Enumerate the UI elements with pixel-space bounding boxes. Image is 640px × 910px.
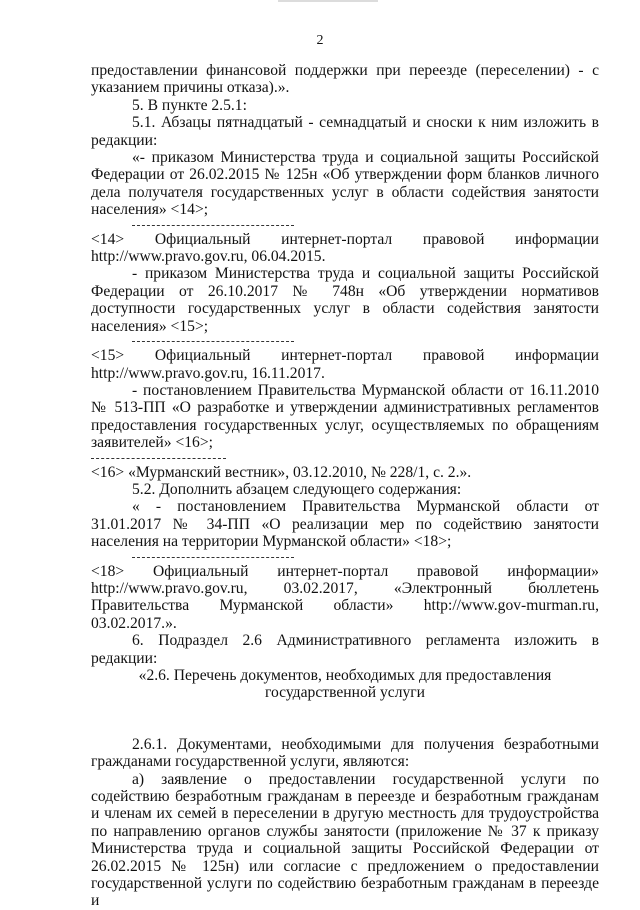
paragraph: 2.6.1. Документами, необходимыми для получения безработными гражданами государственной услуги, являются: (91, 735, 599, 771)
footnote-word: Официальный (154, 347, 251, 365)
footnote-text: http://www.pravo.gov.ru, 03.02.2017, «Электронный бюллетень Правительства Мурманской области» http://www.gov-murman.ru, 03.02.2017.». (91, 579, 599, 632)
footnote-separator (91, 219, 599, 231)
footnote-word: интернет-портал (281, 230, 393, 248)
footnote-18 (91, 563, 599, 633)
paragraph: « - постановлением Правительства Мурманской области от 31.01.2017 № 34-ПП «О реализации мер по содействию занятости населения на территории Мурманской области» <18>; (91, 498, 599, 551)
footnote-word: интернет-портал (277, 562, 389, 580)
spacer (91, 719, 599, 736)
footnote-word: <14> (91, 230, 125, 248)
footnote-word: информации (515, 347, 599, 365)
section-heading-line: «2.6. Перечень документов, необходимых для предоставления (138, 667, 552, 684)
section-heading-line: государственной услуги (264, 684, 426, 702)
footnote-word: правовой (422, 230, 485, 248)
footnote-separator (91, 551, 599, 563)
scan-edge-mark (278, 0, 378, 2)
footnote-word: правовой (422, 347, 485, 365)
footnote-word: <18> (91, 562, 125, 580)
footnote-text: http://www.pravo.gov.ru, 06.04.2015. (91, 248, 326, 266)
footnote-text: http://www.pravo.gov.ru, 16.11.2017. (91, 364, 325, 382)
paragraph: - постановлением Правительства Мурманской области от 16.11.2010 № 513-ПП «О разработке и утверждении административных регламентов предоставления государственных услуг, осуществляемых по обращениям заявителей» <16>; (91, 381, 599, 452)
paragraph: а) заявление о предоставлении государственной услуги по содействию безработным гражданам в переезде и безработным гражданам и членам их семей в переселении в другую местность для трудоустройства по направлению органов службы занятости (приложение № 37 к приказу Министерства труда и социальной защиты Российской Федерации от 26.02.2015 № 125н) или согласие с предложением о предоставлении государственной услуги по содействию безработным гражданам в переезде и (91, 770, 599, 910)
footnote-separator (91, 452, 599, 464)
paragraph: 5.2. Дополнить абзацем следующего содержания: (132, 480, 462, 498)
paragraph: - приказом Министерства труда и социальной защиты Российской Федерации от 26.10.2017 № 748н «Об утверждении нормативов доступности государственных услуг в области содействия занятости населения» <15>; (91, 265, 599, 335)
footnote-16: <16> «Мурманский вестник», 03.12.2010, № 228/1, с. 2.». (91, 463, 472, 481)
footnote-word: информации (515, 230, 599, 248)
spacer (91, 702, 599, 719)
footnote-15 (91, 347, 599, 382)
paragraph: 5.1. Абзацы пятнадцатый - семнадцатый и сноски к ним изложить в редакции: (91, 114, 599, 149)
document-body (91, 62, 599, 910)
footnote-word: интернет-портал (281, 347, 393, 365)
footnote-word: информации» (507, 562, 599, 580)
footnote-word: Официальный (152, 562, 249, 580)
paragraph: 5. В пункте 2.5.1: (132, 96, 247, 114)
paragraph: 6. Подраздел 2.6 Административного регламента изложить в редакции: (91, 632, 599, 667)
footnote-word: правовой (417, 562, 479, 580)
footnote-word: Официальный (154, 230, 251, 248)
page-number: 2 (316, 33, 324, 48)
footnote-14 (91, 231, 599, 266)
paragraph: «- приказом Министерства труда и социальной защиты Российской Федерации от 26.02.2015 № 125н «Об утверждении форм бланков личного дела получателя государственных услуг в области содействия занятости населения» <14>; (91, 149, 599, 219)
paragraph: предоставлении финансовой поддержки при переезде (переселении) - с указанием причины отказа).». (91, 62, 599, 97)
footnote-separator (91, 335, 599, 347)
footnote-word: <15> (91, 347, 125, 365)
